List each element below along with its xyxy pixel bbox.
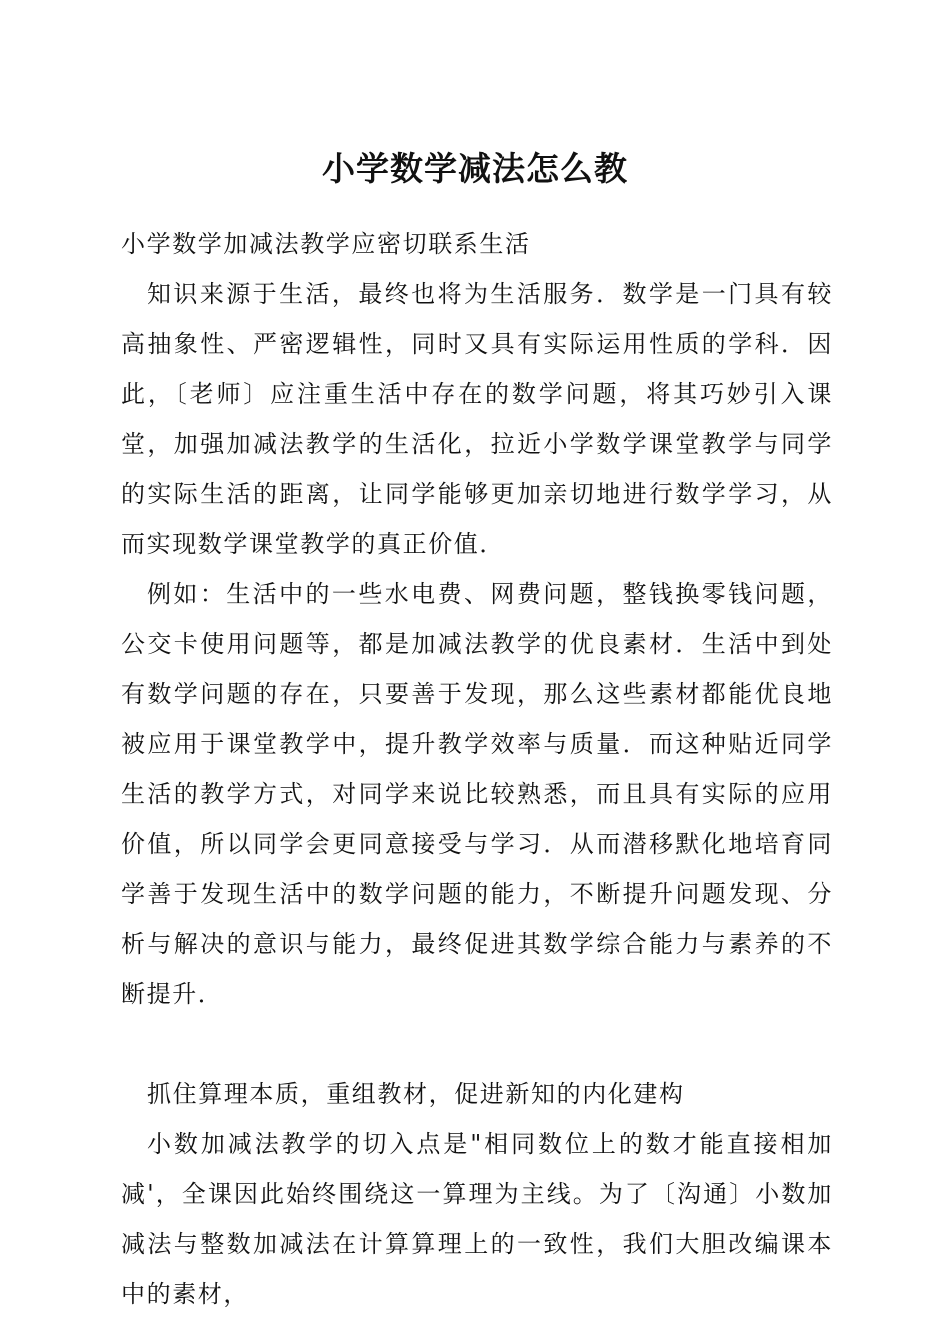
document-title: 小学数学减法怎么教	[322, 149, 628, 188]
paragraph: 知识来源于生活，最终也将为生活服务．数学是一门具有较高抽象性、严密逻辑性，同时又具有实际运用性质的学科．因此，〔老师〕应注重生活中存在的数学问题，将其巧妙引入课堂，加强加减法教学的生活化，拉近小学数学课堂教学与同学的实际生活的距离，让同学能够更加亲切地进行数学学习，从而实现数学课堂教学的真正价值．	[121, 280, 833, 558]
section-heading: 小学数学加减法教学应密切联系生活	[121, 230, 531, 258]
document-body	[121, 219, 833, 1319]
section-heading: 抓住算理本质，重组教材，促进新知的内化建构	[147, 1080, 685, 1108]
paragraph: 例如：生活中的一些水电费、网费问题，整钱换零钱问题，公交卡使用问题等，都是加减法教学的优良素材．生活中到处有数学问题的存在，只要善于发现，那么这些素材都能优良地被应用于课堂教学中，提升教学效率与质量．而这种贴近同学生活的教学方式，对同学来说比较熟悉，而且具有实际的应用价值，所以同学会更同意接受与学习．从而潜移默化地培育同学善于发现生活中的数学问题的能力，不断提升问题发现、分析与解决的意识与能力，最终促进其数学综合能力与素养的不断提升．	[121, 580, 833, 1008]
paragraph: 小数加减法教学的切入点是"相同数位上的数才能直接相加减'，全课因此始终围绕这一算理为主线。为了〔沟通〕小数加减法与整数加减法在计算算理上的一致性，我们大胆改编课本中的素材，	[121, 1130, 833, 1308]
paragraph-spacer	[121, 1019, 833, 1069]
